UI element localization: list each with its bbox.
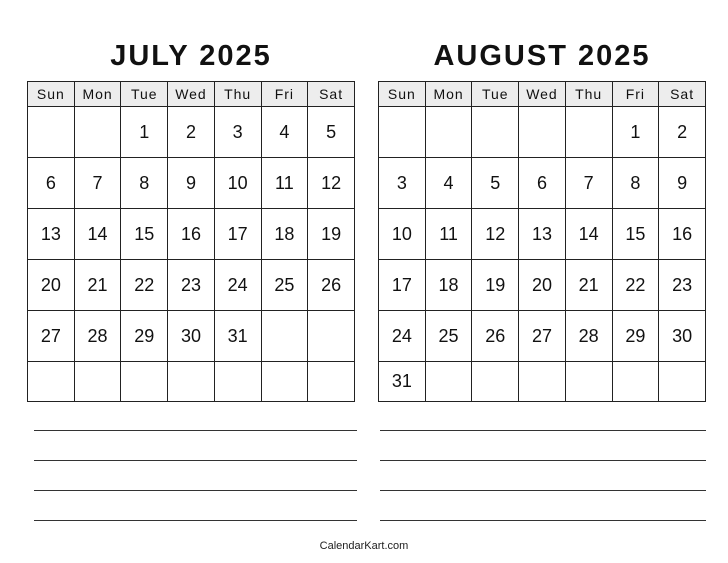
week-row — [379, 362, 706, 402]
week-row — [28, 260, 355, 311]
day-cell: 7 — [565, 158, 612, 209]
notes-line — [380, 460, 706, 461]
weekday-header: Tue — [472, 82, 519, 107]
week-row — [28, 107, 355, 158]
day-cell: 19 — [472, 260, 519, 311]
day-cell: 21 — [565, 260, 612, 311]
empty-day-cell — [74, 362, 121, 402]
week-row — [28, 209, 355, 260]
week-row — [379, 158, 706, 209]
day-cell: 3 — [379, 158, 426, 209]
day-cell: 28 — [565, 311, 612, 362]
day-cell: 2 — [659, 107, 706, 158]
day-cell: 29 — [612, 311, 659, 362]
day-cell: 6 — [28, 158, 75, 209]
august-calendar-grid — [378, 81, 706, 402]
notes-line — [34, 520, 357, 521]
july-title: JULY 2025 — [110, 40, 272, 72]
weekday-header: Sat — [659, 82, 706, 107]
day-cell: 29 — [121, 311, 168, 362]
day-cell: 5 — [472, 158, 519, 209]
day-cell: 30 — [168, 311, 215, 362]
weekday-header: Wed — [168, 82, 215, 107]
week-row — [28, 158, 355, 209]
empty-day-cell — [519, 362, 566, 402]
day-cell: 26 — [308, 260, 355, 311]
empty-day-cell — [168, 362, 215, 402]
day-cell: 18 — [425, 260, 472, 311]
august-title: AUGUST 2025 — [433, 40, 651, 72]
day-cell: 12 — [308, 158, 355, 209]
day-cell: 31 — [379, 362, 426, 402]
day-cell: 23 — [659, 260, 706, 311]
day-cell: 24 — [214, 260, 261, 311]
day-cell: 6 — [519, 158, 566, 209]
july-calendar-grid — [27, 81, 355, 402]
empty-day-cell — [565, 362, 612, 402]
day-cell: 17 — [379, 260, 426, 311]
empty-day-cell — [565, 107, 612, 158]
day-cell: 9 — [168, 158, 215, 209]
day-cell: 1 — [612, 107, 659, 158]
weekday-header-row — [28, 82, 355, 107]
day-cell: 14 — [565, 209, 612, 260]
weekday-header: Thu — [565, 82, 612, 107]
day-cell: 30 — [659, 311, 706, 362]
empty-day-cell — [425, 362, 472, 402]
day-cell: 16 — [659, 209, 706, 260]
day-cell: 8 — [612, 158, 659, 209]
day-cell: 27 — [519, 311, 566, 362]
day-cell: 2 — [168, 107, 215, 158]
notes-line — [34, 490, 357, 491]
week-row — [379, 209, 706, 260]
weekday-header: Mon — [74, 82, 121, 107]
empty-day-cell — [28, 107, 75, 158]
week-row — [379, 107, 706, 158]
weekday-header: Fri — [261, 82, 308, 107]
empty-day-cell — [308, 311, 355, 362]
empty-day-cell — [472, 107, 519, 158]
week-row — [379, 311, 706, 362]
empty-day-cell — [261, 362, 308, 402]
day-cell: 18 — [261, 209, 308, 260]
weekday-header: Fri — [612, 82, 659, 107]
empty-day-cell — [308, 362, 355, 402]
day-cell: 22 — [612, 260, 659, 311]
day-cell: 25 — [261, 260, 308, 311]
notes-line — [34, 430, 357, 431]
notes-line — [34, 460, 357, 461]
day-cell: 10 — [214, 158, 261, 209]
footer-brand: CalendarKart.com — [319, 540, 409, 552]
day-cell: 13 — [519, 209, 566, 260]
day-cell: 3 — [214, 107, 261, 158]
day-cell: 11 — [261, 158, 308, 209]
day-cell: 5 — [308, 107, 355, 158]
empty-day-cell — [214, 362, 261, 402]
empty-day-cell — [74, 107, 121, 158]
weekday-header: Mon — [425, 82, 472, 107]
day-cell: 4 — [425, 158, 472, 209]
day-cell: 24 — [379, 311, 426, 362]
empty-day-cell — [28, 362, 75, 402]
day-cell: 15 — [121, 209, 168, 260]
week-row — [28, 311, 355, 362]
week-row — [379, 260, 706, 311]
day-cell: 7 — [74, 158, 121, 209]
week-row — [28, 362, 355, 402]
empty-day-cell — [121, 362, 168, 402]
day-cell: 8 — [121, 158, 168, 209]
notes-line — [380, 430, 706, 431]
empty-day-cell — [659, 362, 706, 402]
weekday-header-row — [379, 82, 706, 107]
day-cell: 21 — [74, 260, 121, 311]
day-cell: 10 — [379, 209, 426, 260]
day-cell: 23 — [168, 260, 215, 311]
day-cell: 15 — [612, 209, 659, 260]
day-cell: 22 — [121, 260, 168, 311]
day-cell: 14 — [74, 209, 121, 260]
day-cell: 17 — [214, 209, 261, 260]
weekday-header: Tue — [121, 82, 168, 107]
empty-day-cell — [472, 362, 519, 402]
empty-day-cell — [612, 362, 659, 402]
empty-day-cell — [261, 311, 308, 362]
empty-day-cell — [425, 107, 472, 158]
weekday-header: Wed — [519, 82, 566, 107]
day-cell: 25 — [425, 311, 472, 362]
day-cell: 11 — [425, 209, 472, 260]
notes-line — [380, 490, 706, 491]
weekday-header: Sun — [379, 82, 426, 107]
empty-day-cell — [519, 107, 566, 158]
weekday-header: Thu — [214, 82, 261, 107]
day-cell: 13 — [28, 209, 75, 260]
day-cell: 27 — [28, 311, 75, 362]
day-cell: 16 — [168, 209, 215, 260]
day-cell: 12 — [472, 209, 519, 260]
day-cell: 20 — [28, 260, 75, 311]
notes-line — [380, 520, 706, 521]
day-cell: 28 — [74, 311, 121, 362]
weekday-header: Sat — [308, 82, 355, 107]
day-cell: 31 — [214, 311, 261, 362]
weekday-header: Sun — [28, 82, 75, 107]
day-cell: 9 — [659, 158, 706, 209]
empty-day-cell — [379, 107, 426, 158]
day-cell: 20 — [519, 260, 566, 311]
day-cell: 19 — [308, 209, 355, 260]
day-cell: 1 — [121, 107, 168, 158]
day-cell: 4 — [261, 107, 308, 158]
day-cell: 26 — [472, 311, 519, 362]
